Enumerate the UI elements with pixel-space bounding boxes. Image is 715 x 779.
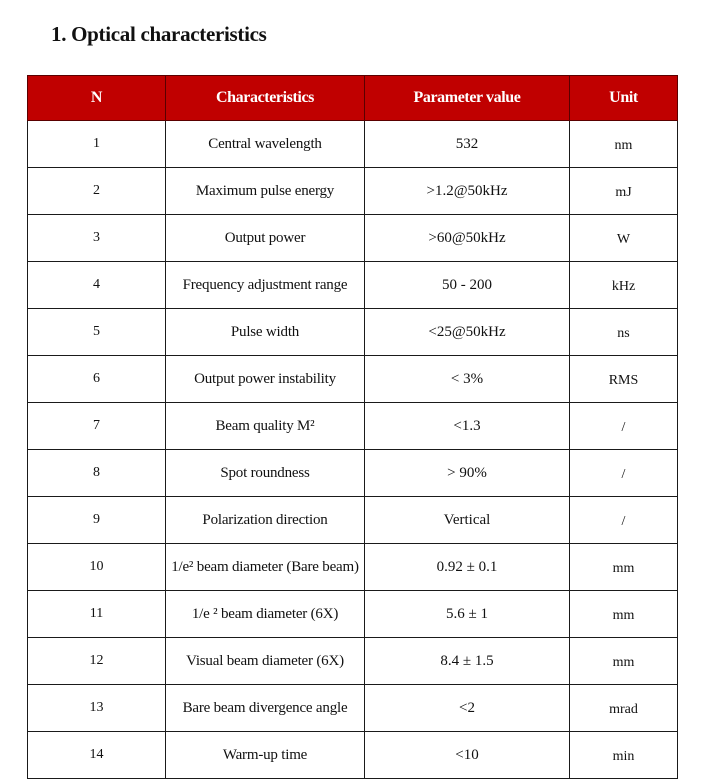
cell-unit: RMS xyxy=(570,356,678,403)
cell-characteristic: Output power instability xyxy=(166,356,365,403)
table-row xyxy=(28,215,678,262)
cell-parameter-value: <25@50kHz xyxy=(365,309,570,356)
cell-parameter-value: 0.92 ± 0.1 xyxy=(365,544,570,591)
cell-parameter-value: 5.6 ± 1 xyxy=(365,591,570,638)
cell-parameter-value: > 90% xyxy=(365,450,570,497)
column-header-characteristics: Characteristics xyxy=(166,76,365,121)
table-row xyxy=(28,638,678,685)
column-header-unit: Unit xyxy=(570,76,678,121)
cell-unit: mm xyxy=(570,544,678,591)
cell-parameter-value: <10 xyxy=(365,732,570,779)
table-row xyxy=(28,732,678,779)
cell-n: 2 xyxy=(28,168,166,215)
table-row xyxy=(28,403,678,450)
cell-parameter-value: 8.4 ± 1.5 xyxy=(365,638,570,685)
column-header-parameter-value: Parameter value xyxy=(365,76,570,121)
table-row xyxy=(28,356,678,403)
table-row xyxy=(28,497,678,544)
cell-unit: mrad xyxy=(570,685,678,732)
cell-unit: min xyxy=(570,732,678,779)
cell-n: 3 xyxy=(28,215,166,262)
table-row xyxy=(28,685,678,732)
table-header-row xyxy=(28,76,678,121)
cell-characteristic: Bare beam divergence angle xyxy=(166,685,365,732)
cell-characteristic: Spot roundness xyxy=(166,450,365,497)
cell-parameter-value: <2 xyxy=(365,685,570,732)
cell-characteristic: Pulse width xyxy=(166,309,365,356)
cell-characteristic: Frequency adjustment range xyxy=(166,262,365,309)
table-row xyxy=(28,450,678,497)
table-row xyxy=(28,121,678,168)
cell-unit: mm xyxy=(570,591,678,638)
cell-n: 11 xyxy=(28,591,166,638)
cell-n: 1 xyxy=(28,121,166,168)
cell-characteristic: Visual beam diameter (6X) xyxy=(166,638,365,685)
cell-unit: / xyxy=(570,450,678,497)
cell-characteristic: Warm-up time xyxy=(166,732,365,779)
cell-unit: / xyxy=(570,497,678,544)
cell-characteristic: Output power xyxy=(166,215,365,262)
cell-n: 7 xyxy=(28,403,166,450)
section-title: 1. Optical characteristics xyxy=(51,22,267,46)
cell-n: 12 xyxy=(28,638,166,685)
cell-characteristic: Central wavelength xyxy=(166,121,365,168)
cell-unit: nm xyxy=(570,121,678,168)
cell-characteristic: Polarization direction xyxy=(166,497,365,544)
cell-parameter-value: 532 xyxy=(365,121,570,168)
cell-n: 8 xyxy=(28,450,166,497)
cell-characteristic: 1/e² beam diameter (Bare beam) xyxy=(166,544,365,591)
cell-unit: ns xyxy=(570,309,678,356)
table-row xyxy=(28,262,678,309)
cell-n: 4 xyxy=(28,262,166,309)
table-row xyxy=(28,591,678,638)
cell-parameter-value: < 3% xyxy=(365,356,570,403)
table-header xyxy=(28,76,678,121)
cell-parameter-value: 50 - 200 xyxy=(365,262,570,309)
cell-n: 5 xyxy=(28,309,166,356)
cell-characteristic: 1/e ² beam diameter (6X) xyxy=(166,591,365,638)
cell-n: 9 xyxy=(28,497,166,544)
cell-unit: W xyxy=(570,215,678,262)
cell-unit: mJ xyxy=(570,168,678,215)
cell-n: 13 xyxy=(28,685,166,732)
cell-characteristic: Beam quality M² xyxy=(166,403,365,450)
optical-characteristics-table xyxy=(27,75,678,779)
cell-parameter-value: <1.3 xyxy=(365,403,570,450)
cell-parameter-value: Vertical xyxy=(365,497,570,544)
cell-unit: kHz xyxy=(570,262,678,309)
table-body xyxy=(28,121,678,779)
column-header-n: N xyxy=(28,76,166,121)
table-row xyxy=(28,168,678,215)
cell-unit: / xyxy=(570,403,678,450)
table-row xyxy=(28,309,678,356)
cell-n: 6 xyxy=(28,356,166,403)
table-row xyxy=(28,544,678,591)
cell-unit: mm xyxy=(570,638,678,685)
cell-characteristic: Maximum pulse energy xyxy=(166,168,365,215)
cell-parameter-value: >1.2@50kHz xyxy=(365,168,570,215)
cell-n: 14 xyxy=(28,732,166,779)
cell-n: 10 xyxy=(28,544,166,591)
cell-parameter-value: >60@50kHz xyxy=(365,215,570,262)
